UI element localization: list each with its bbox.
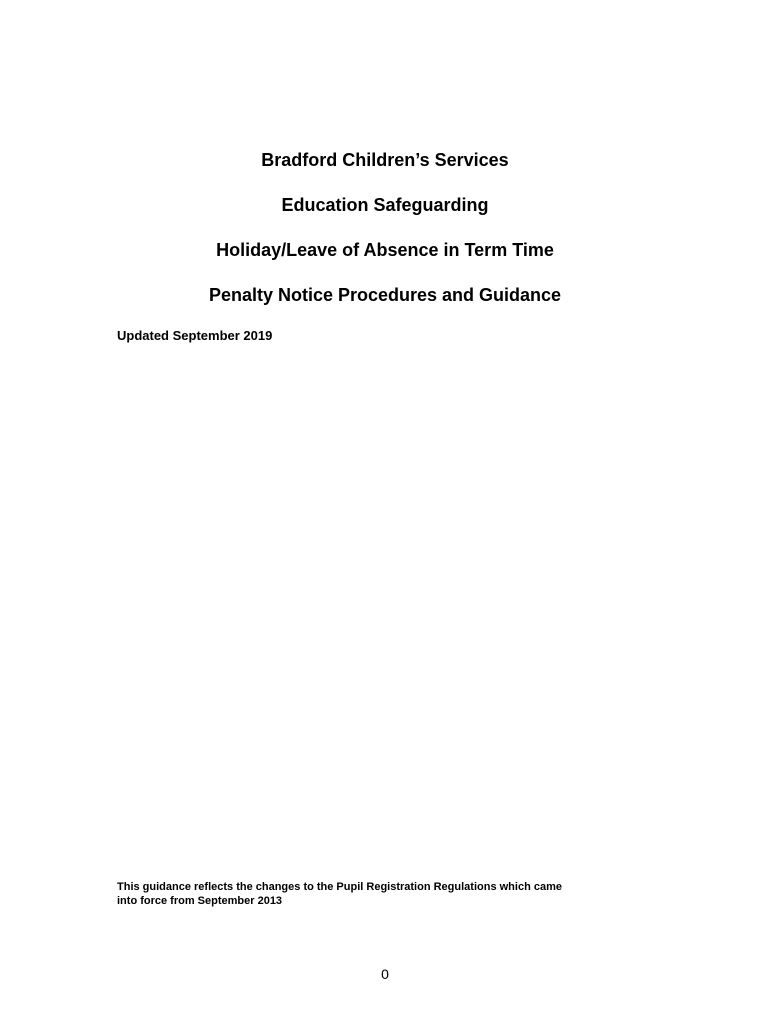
organisation-title: Bradford Children’s Services bbox=[261, 150, 509, 170]
topic-title: Holiday/Leave of Absence in Term Time bbox=[216, 240, 554, 260]
page-number: 0 bbox=[381, 966, 389, 982]
document-subtitle: Penalty Notice Procedures and Guidance bbox=[208, 285, 562, 305]
guidance-note-line-2: into force from September 2013 bbox=[117, 895, 283, 907]
updated-date: Updated September 2019 bbox=[117, 328, 273, 343]
department-title: Education Safeguarding bbox=[281, 195, 489, 215]
guidance-note-line-1: This guidance reflects the changes to the Pupil Registration Regulations which came bbox=[117, 881, 562, 893]
guidance-note bbox=[117, 880, 677, 908]
